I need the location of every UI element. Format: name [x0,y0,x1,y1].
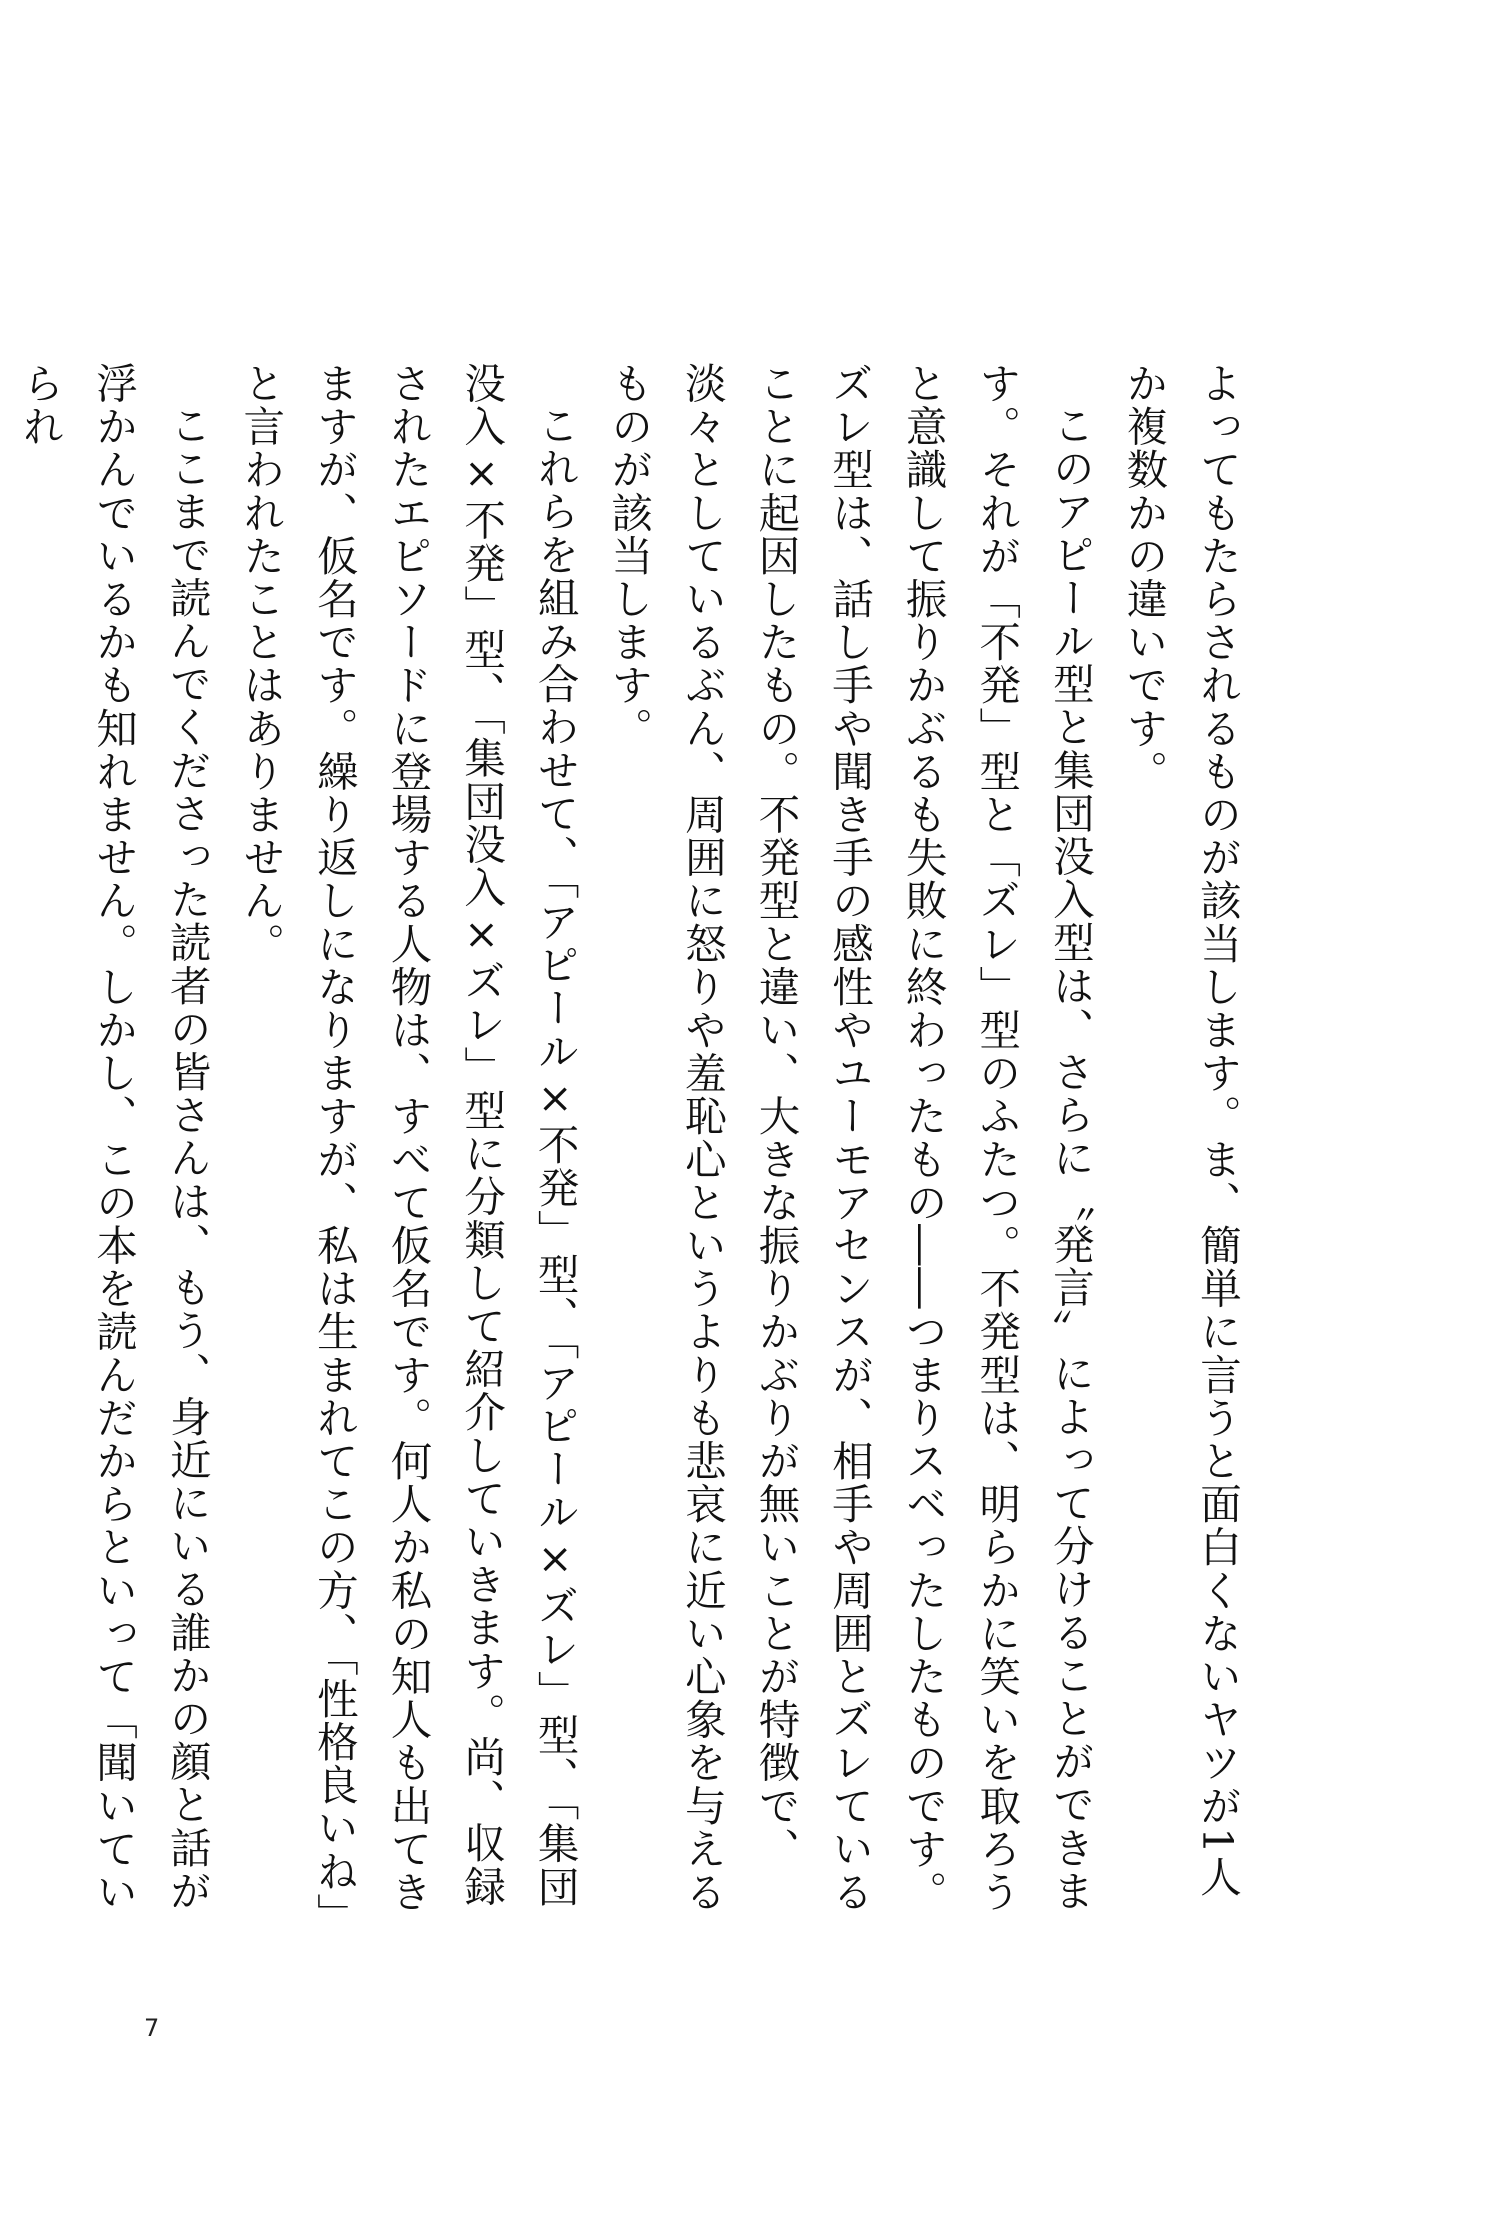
page-number: 7 [144,2014,160,2042]
paragraph-3: これらを組み合わせて、「アピール×不発」型、「アピール×ズレ」型、「集団没入×不発」型、「集団没入×ズレ」型に分類して紹介していきます。尚、収録されたエピソードに登場する人物は、すべて仮名です。何人か私の知人も出てきますが、仮名です。繰り返しになりますが、私は生まれてこの方、「性格良いね」と言われたことはありません。 [236,362,580,1916]
body-text [15,362,1254,1922]
paragraph-1: よってもたらされるものが該当します。ま、簡単に言うと面白くないヤツが1人か複数かの違いです。 [1119,362,1242,1899]
paragraph-4: ここまで読んでくださった読者の皆さんは、もう、身近にいる誰かの顔と話が浮かんでいるかも知れません。しかし、この本を読んだからといって「聞いていられ [15,362,212,1914]
paragraph-2: このアピール型と集団没入型は、さらに〝発言〟によって分けることができます。それが「不発」型と「ズレ」型のふたつ。不発型は、明らかに笑いを取ろうと意識して振りかぶるも失敗に終わったもの――つまりスベったしたものです。ズレ型は、話し手や聞き手の感性やユーモアセンスが、相手や周囲とズレていることに起因したもの。不発型と違い、大きな振りかぶりが無いことが特徴で、淡々としているぶん、周囲に怒りや羞恥心というよりも悲哀に近い心象を与えるものが該当します。 [604,362,1095,1914]
